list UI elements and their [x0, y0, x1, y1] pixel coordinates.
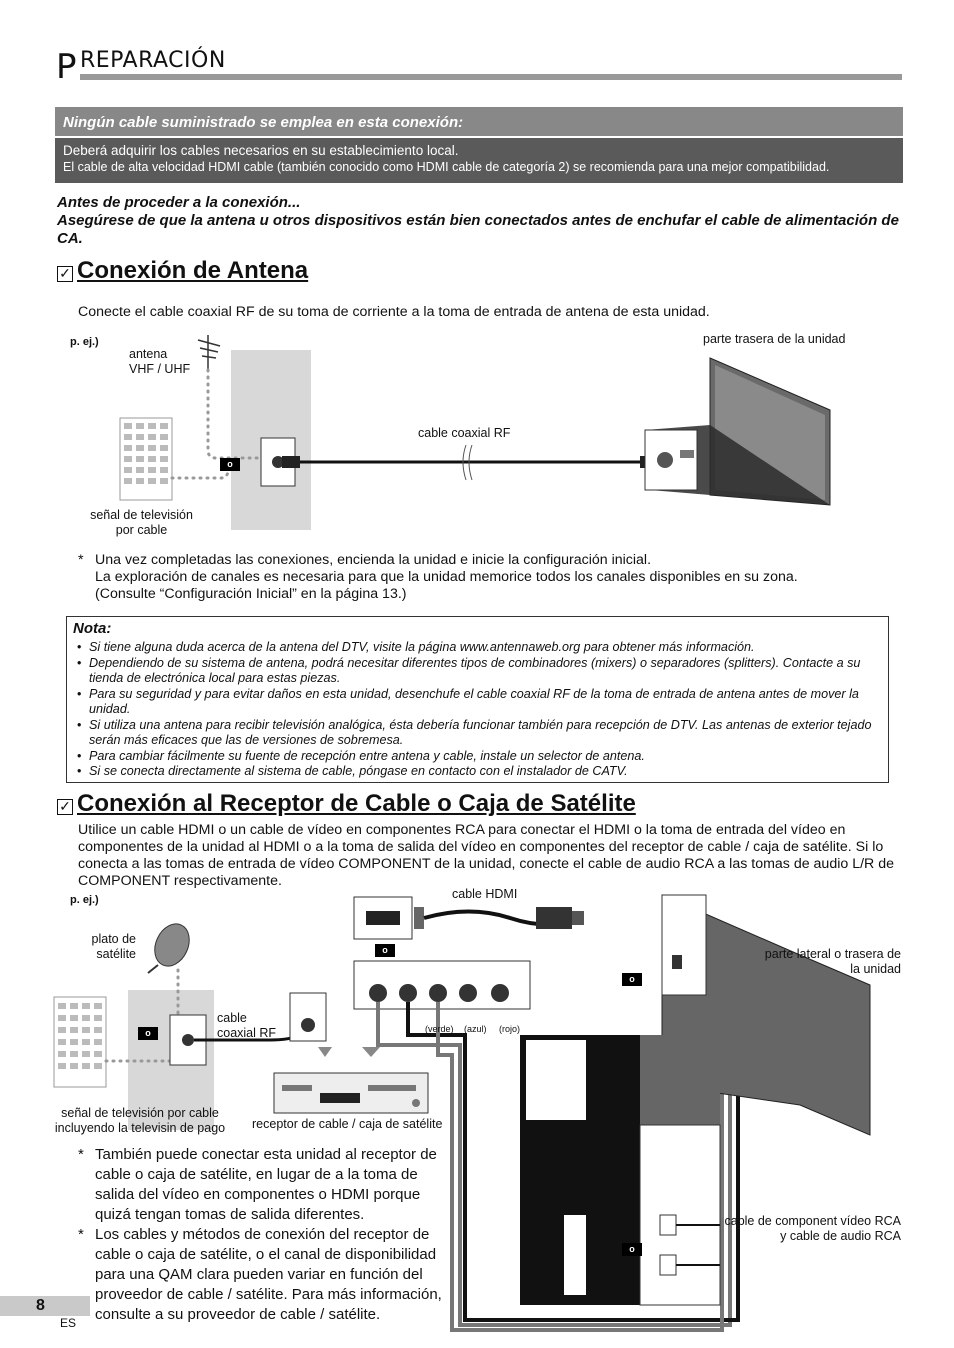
warning-text — [57, 194, 903, 248]
page-number-text: 8 — [36, 1297, 45, 1314]
receiver-note-1: También puede conectar esta unidad al receptor de cable o caja de satélite, en lugar de a la toma de salida del vídeo en componentes o HDMI porque quizá tengan tomas de salida diferentes. — [95, 1146, 437, 1223]
building-icon — [54, 997, 106, 1087]
antenna-diagram — [60, 330, 900, 545]
or-badge: o — [138, 1027, 158, 1040]
receiver-note-2: Los cables y métodos de conexión del receptor de cable o caja de satélite, o el canal de disponibilidad para una QAM clara pueden variar en función del proveedor de cable / satélite. Para más información, consulte a su proveedor de cable / satélite. — [95, 1226, 442, 1323]
receiver-intro: Utilice un cable HDMI o un cable de vídeo en componentes RCA para conectar el HDMI o la toma de entrada del vídeo en componentes de la unidad al HDMI o a la toma de salida del vídeo en componentes del receptor de cable / caja de satélite. Si lo conecta a las tomas de entrada de vídeo COMPONENT de la unidad, conecte el cable de audio RCA a las tomas de audio L/R de COMPONENT respectivamente. — [78, 822, 895, 889]
footnote-marker: * — [78, 552, 84, 568]
checkbox-icon: ✓ — [57, 799, 73, 815]
lang-label: ES — [60, 1316, 77, 1330]
antenna-icon — [198, 335, 220, 370]
building-icon — [120, 418, 172, 500]
banner-body — [55, 138, 903, 183]
receiver-label: receptor de cable / caja de satélite — [252, 1117, 443, 1131]
banner-line-2: El cable de alta velocidad HDMI cable (también conocido como HDMI cable de categoría 2) se recomienda para una mejor compatibilidad. — [63, 160, 830, 174]
green-label: (verde) — [425, 1024, 454, 1034]
page-header — [56, 46, 902, 86]
dish-label: plato de satélite — [91, 932, 136, 961]
example-label: p. ej.) — [70, 894, 99, 906]
cable-signal-label: señal de televisión por cable — [90, 508, 193, 537]
page-number — [0, 1296, 90, 1316]
note-item: • Para su seguridad y para evitar daños en esta unidad, desenchufe el cable coaxial RF de la toma de entrada de antena antes de mover la unidad. — [73, 687, 883, 718]
antenna-heading — [57, 257, 308, 285]
receiver-heading-text: Conexión al Receptor de Cable o Caja de Satélite — [77, 790, 636, 817]
page-title-initial: P — [56, 47, 77, 87]
antenna-heading-text: Conexión de Antena — [77, 257, 309, 284]
or-badge: o — [622, 1243, 642, 1256]
footnote-line-3: (Consulte “Configuración Inicial” en la página 13.) — [95, 586, 407, 602]
banner-title: Ningún cable suministrado se emplea en esta conexión: — [55, 107, 903, 136]
note-item: • Si tiene alguna duda acerca de la antena del DTV, visite la página www.antennaweb.org para obtener más información. — [73, 640, 883, 656]
page-title: REPARACIÓN — [80, 48, 226, 73]
component-label: cable de component vídeo RCA y cable de audio RCA — [724, 1214, 901, 1243]
coax-label: cable coaxial RF — [217, 1011, 277, 1040]
antenna-intro: Conecte el cable coaxial RF de su toma de corriente a la toma de entrada de antena de esta unidad. — [78, 304, 710, 320]
hdmi-cable-label: cable HDMI — [452, 887, 518, 901]
or-badge: o — [622, 973, 642, 986]
or-badge: o — [220, 458, 240, 471]
note-item: • Si se conecta directamente al sistema de cable, póngase en contacto con el instalador de CATV. — [73, 764, 883, 780]
header-rule — [80, 74, 902, 80]
banner-line-1: Deberá adquirir los cables necesarios en su establecimiento local. — [63, 143, 459, 158]
note-marker: * — [78, 1226, 84, 1243]
checkbox-icon: ✓ — [57, 266, 73, 282]
note-marker: * — [78, 1146, 84, 1163]
warning-line-1: Antes de proceder a la conexión... — [57, 194, 301, 211]
cable-label: cable coaxial RF — [418, 426, 511, 440]
antenna-footnote — [78, 552, 898, 603]
receiver-box-icon — [274, 1073, 428, 1113]
antenna-label: antena VHF / UHF — [129, 347, 191, 376]
note-item: • Para cambiar fácilmente su fuente de recepción entre antena y cable, instale un selector de antena. — [73, 749, 883, 765]
cable-pay-label: señal de televisión por cable incluyendo la televisin de pago — [54, 1106, 226, 1135]
rear-label: parte trasera de la unidad — [703, 332, 846, 346]
side-label: parte lateral o trasera de la unidad — [764, 947, 901, 976]
satellite-dish-icon — [148, 918, 196, 973]
blue-label: (azul) — [464, 1024, 487, 1034]
footnote-line-2: La exploración de canales es necesaria para que la unidad memorice todos los canales disponibles en su zona. — [95, 569, 798, 585]
note-item: • Dependiendo de su sistema de antena, podrá necesitar diferentes tipos de combinadores (mixers) o separadores (splitters). Contacte a su tienda de electrónica local para estas piezas. — [73, 656, 883, 687]
receiver-heading — [57, 790, 636, 818]
example-label: p. ej.) — [70, 336, 99, 348]
or-badge: o — [375, 944, 395, 957]
note-list — [73, 640, 883, 780]
note-title: Nota: — [73, 620, 112, 637]
footnote-line-1: Una vez completadas las conexiones, encienda la unidad e inicie la configuración inicial. — [95, 552, 652, 568]
note-box — [66, 616, 889, 783]
receiver-notes — [78, 1145, 456, 1325]
warning-line-2: Asegúrese de que la antena u otros dispositivos están bien conectados antes de enchufar el cable de alimentación de CA. — [57, 212, 899, 247]
red-label: (rojo) — [499, 1024, 521, 1034]
note-item: • Si utiliza una antena para recibir televisión analógica, ésta debería funcionar también para recepción de DTV. Las antenas de exterior tejado serán más eficaces que las de versiones de sobremesa. — [73, 718, 883, 749]
